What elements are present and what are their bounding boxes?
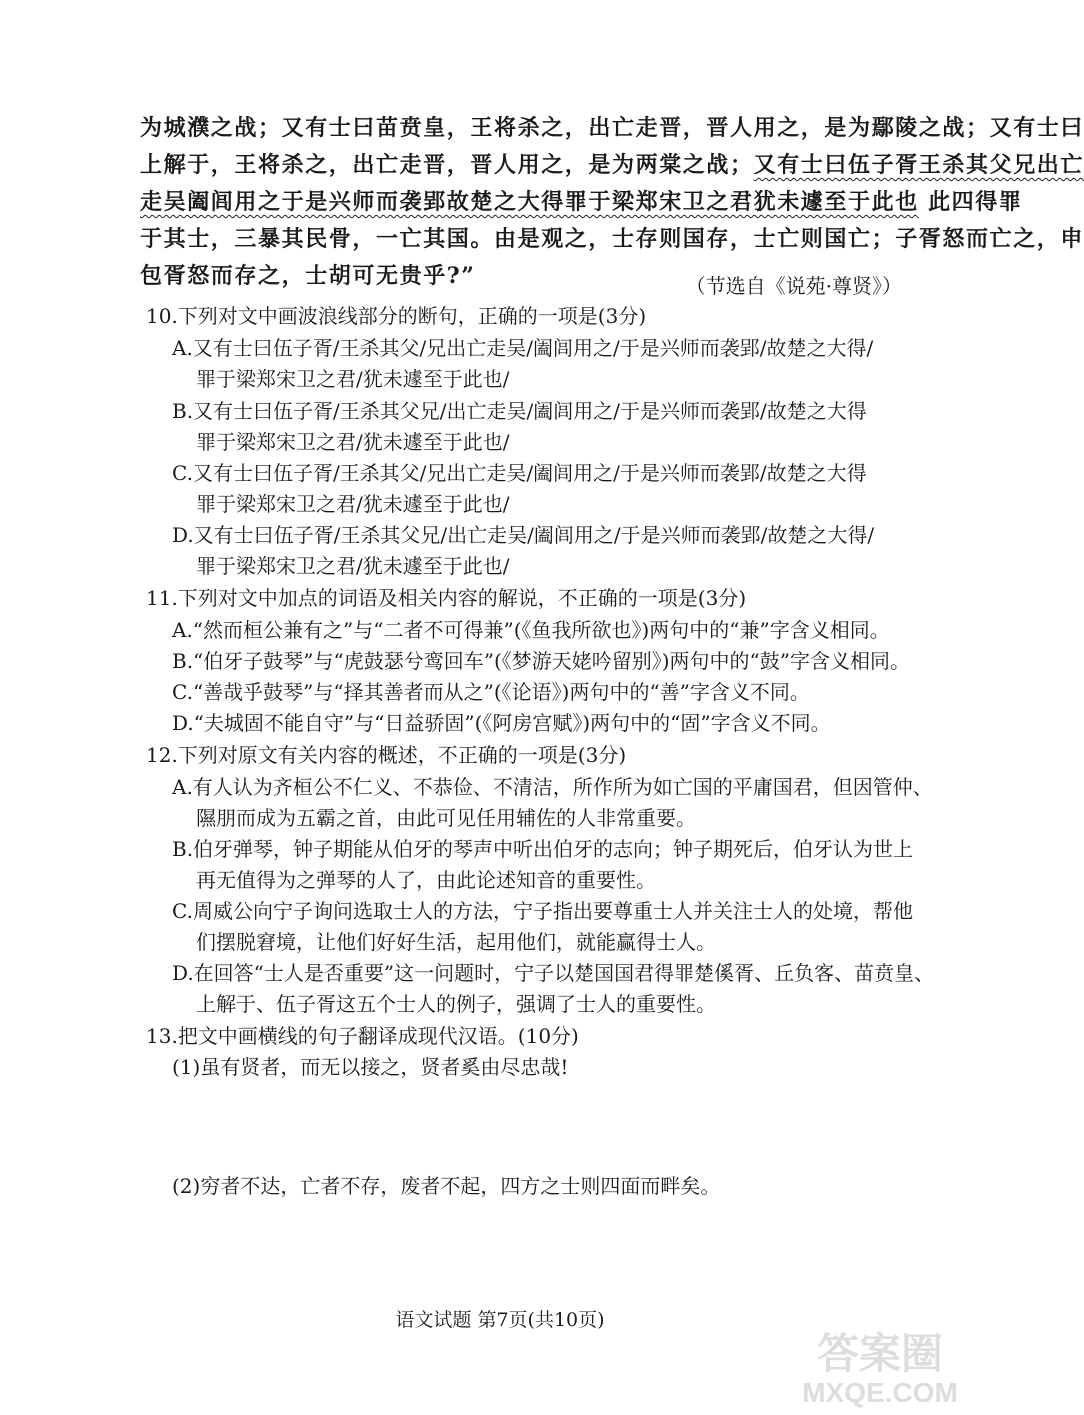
question-12-option-d-cont: 上解于、伍子胥这五个士人的例子，强调了士人的重要性。: [196, 992, 716, 1016]
question-13-stem: 13.把文中画横线的句子翻译成现代汉语。(10分): [146, 1024, 579, 1048]
question-10-option-c-cont: 罪于梁郑宋卫之君/犹未遽至于此也/: [196, 492, 510, 516]
passage-line-3-text: 此四得罪: [928, 189, 1023, 215]
watermark-bottom-text: MXQE.COM: [802, 1377, 958, 1408]
question-10-option-d: D.又有士曰伍子胥/王杀其父兄/出亡走吴/阖闾用之/于是兴师而袭郢/故楚之大得/: [172, 523, 875, 547]
question-10-option-b: B.又有士曰伍子胥/王杀其父兄/出亡走吴/阖闾用之/于是兴师而袭郢/故楚之大得: [172, 399, 867, 423]
question-12-option-c: C.周威公向宁子询问选取士人的方法，宁子指出要尊重士人并关注士人的处境，帮他: [172, 899, 913, 923]
question-10-option-a: A.又有士曰伍子胥/王杀其父/兄出亡走吴/阖闾用之/于是兴师而袭郢/故楚之大得/: [172, 336, 874, 360]
question-11-option-c: C.“善哉乎鼓琴”与“择其善者而从之”(《论语》)两句中的“善”字含义不同。: [172, 680, 810, 704]
question-13-sentence-2: (2)穷者不达，亡者不存，废者不起，四方之士则四面而畔矣。: [172, 1174, 721, 1198]
question-10-option-d-cont: 罪于梁郑宋卫之君/犹未遽至于此也/: [196, 554, 510, 578]
question-12-option-b-cont: 再无值得为之弹琴的人了，由此论述知音的重要性。: [196, 868, 656, 892]
question-12-option-d: D.在回答“士人是否重要”这一问题时，宁子以楚国国君得罪楚傒胥、丘负客、苗贲皇、: [172, 961, 935, 985]
classical-passage: [140, 110, 1084, 295]
question-10-stem: 10.下列对文中画波浪线部分的断句，正确的一项是(3分): [146, 304, 647, 328]
question-13-sentence-1: (1)虽有贤者，而无以接之，贤者奚由尽忠哉!: [172, 1055, 569, 1079]
passage-line-2: [140, 147, 1084, 184]
question-12-option-b: B.伯牙弹琴，钟子期能从伯牙的琴声中听出伯牙的志向；钟子期死后，伯牙认为世上: [172, 837, 914, 861]
question-11-option-a: A.“然而桓公兼有之”与“二者不可得兼”(《鱼我所欲也》)两句中的“兼”字含义相同。: [172, 618, 890, 642]
passage-line-3: [140, 184, 1023, 221]
question-12-option-a: A.有人认为齐桓公不仁义、不恭俭、不清洁，所作所为如亡国的平庸国君，但因管仲、: [172, 775, 933, 799]
question-10-option-b-cont: 罪于梁郑宋卫之君/犹未遽至于此也/: [196, 430, 510, 454]
watermark-top-text: 答案圈: [816, 1330, 944, 1377]
question-10-option-a-cont: 罪于梁郑宋卫之君/犹未遽至于此也/: [196, 367, 510, 391]
watermark-logo: [780, 1318, 980, 1408]
question-12-stem: 12.下列对原文有关内容的概述，不正确的一项是(3分): [146, 743, 627, 767]
wavy-underlined-text: 走吴阖闾用之于是兴师而袭郢故楚之大得罪于梁郑宋卫之君犹未遽至于此也: [140, 189, 919, 215]
question-11-stem: 11.下列对文中加点的词语及相关内容的解说，不正确的一项是(3分): [146, 586, 747, 610]
wavy-underlined-text: 又有士曰伍子胥王杀其父兄出亡: [753, 152, 1084, 178]
passage-line-1: 为城濮之战；又有士曰苗贲皇，王将杀之，出亡走晋，晋人用之，是为鄢陵之战；又有士曰: [140, 115, 1084, 141]
question-11-option-d: D.“夫城固不能自守”与“日益骄固”(《阿房宫赋》)两句中的“固”字含义不同。: [172, 711, 831, 735]
question-11-option-b: B.“伯牙子鼓琴”与“虎鼓瑟兮鸾回车”(《梦游天姥吟留别》)两句中的“鼓”字含义相同。: [172, 649, 911, 673]
passage-line-2-text: 上解于，王将杀之，出亡走晋，晋人用之，是为两棠之战；: [140, 152, 754, 178]
passage-source: （节选自《说苑·尊贤》）: [685, 274, 902, 298]
question-10-option-c: C.又有士曰伍子胥/王杀其父/兄出亡走吴/阖闾用之/于是兴师而袭郢/故楚之大得: [172, 461, 867, 485]
passage-line-5: 包胥怒而存之，士胡可无贵乎?”: [140, 263, 476, 289]
page-footer: 语文试题 第7页(共10页): [395, 1309, 605, 1331]
passage-line-4: 于其士，三暴其民骨，一亡其国。由是观之，士存则国存，士亡则国亡；子胥怒而亡之，申: [140, 226, 1084, 252]
question-12-option-c-cont: 们摆脱窘境，让他们好好生活，起用他们，就能赢得士人。: [196, 930, 716, 954]
question-12-option-a-cont: 隰朋而成为五霸之首，由此可见任用辅佐的人非常重要。: [196, 806, 696, 830]
